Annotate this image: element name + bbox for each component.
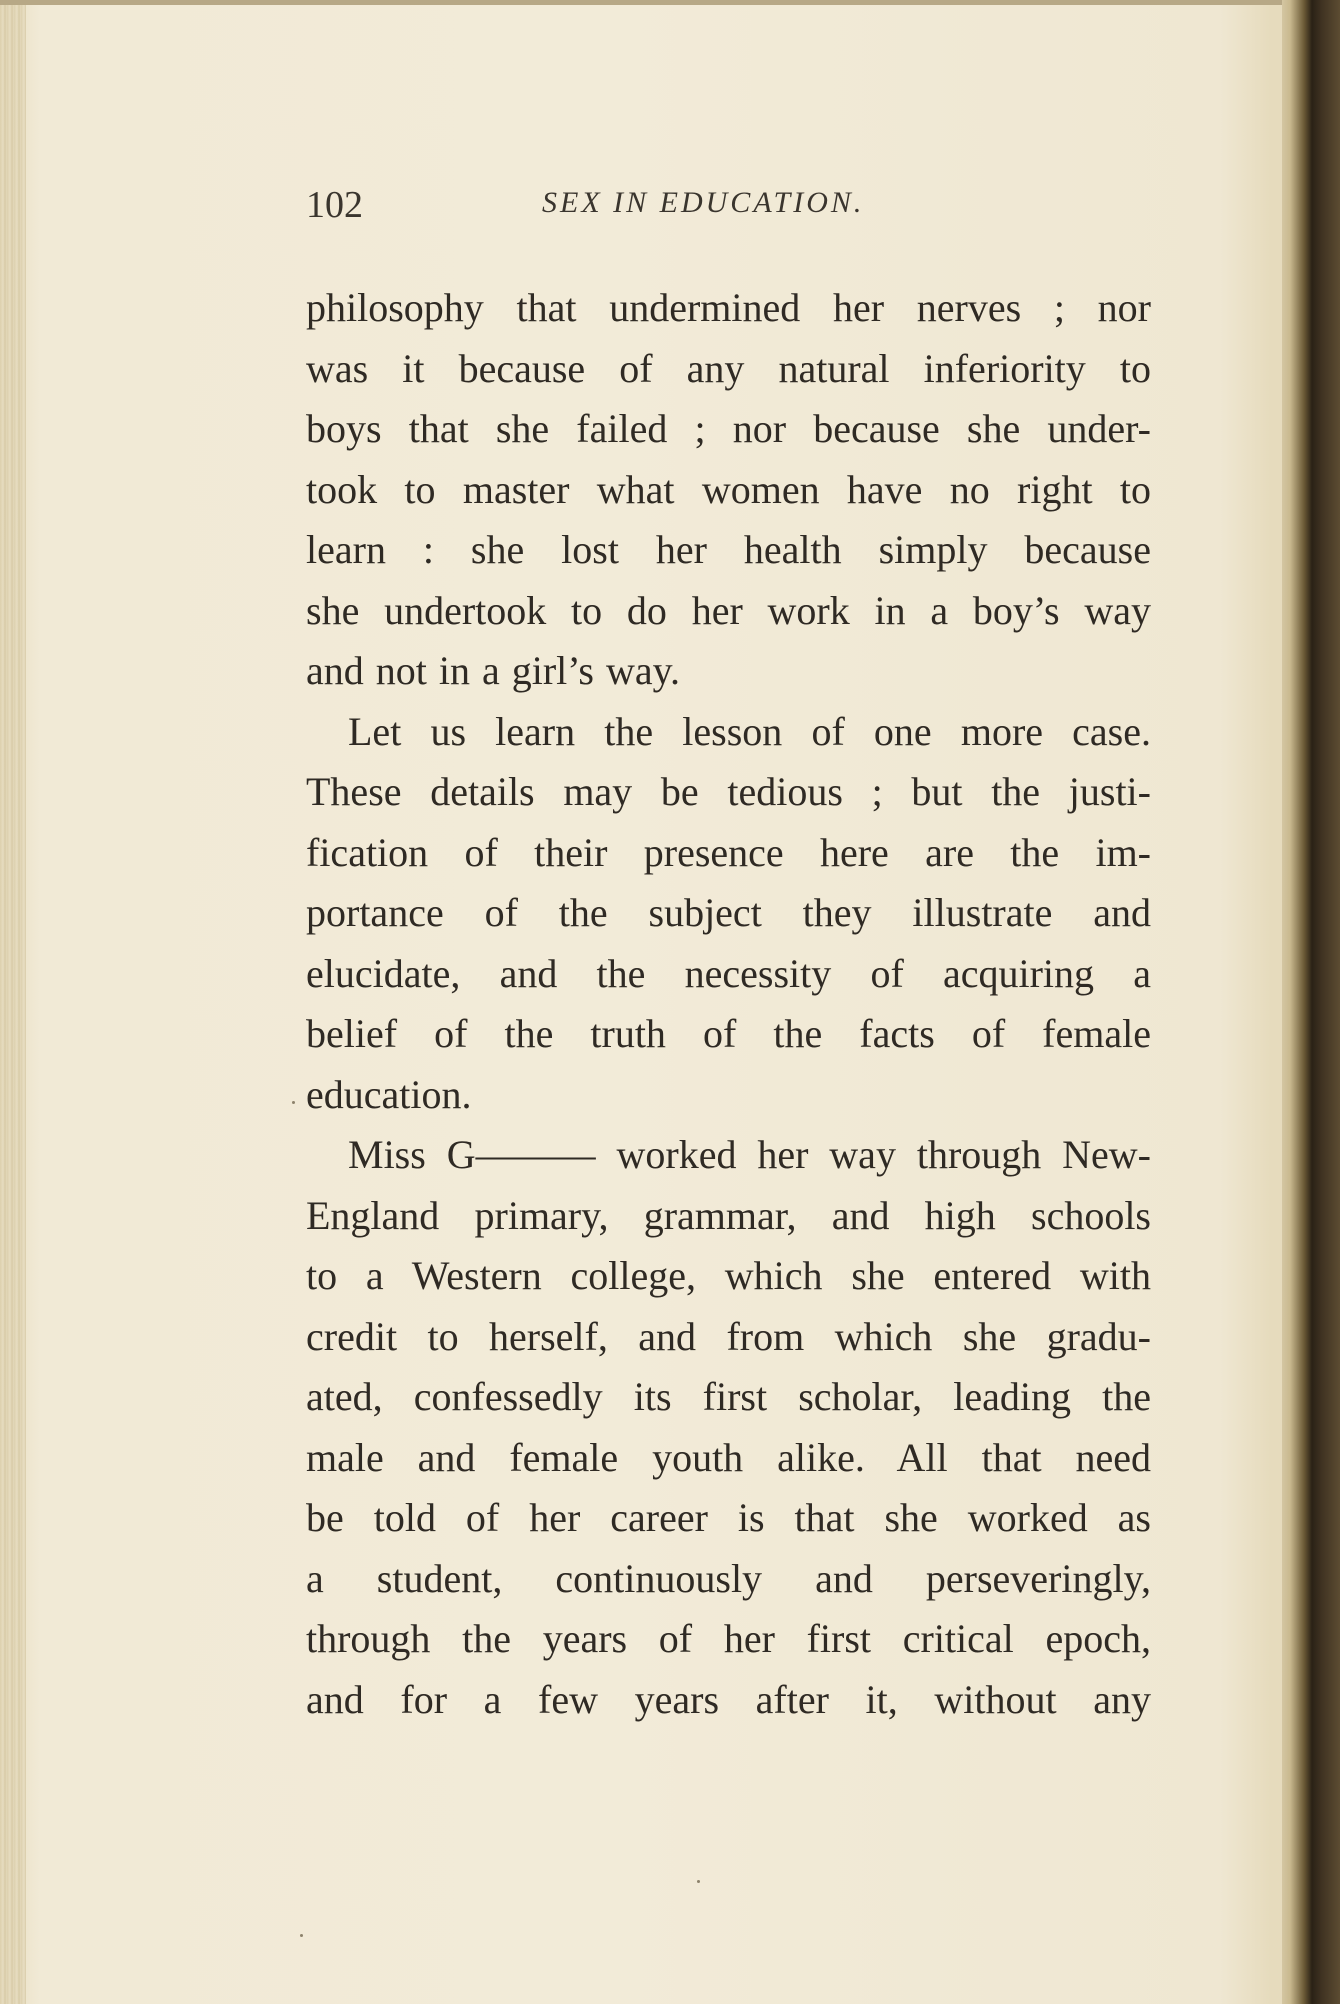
- text-line: learn : she lost her health simply because: [306, 527, 1151, 572]
- text-line: philosophy that undermined her nerves ; nor: [306, 285, 1151, 330]
- text-line: a student, continuously and perseveringly,: [306, 1555, 1151, 1601]
- page-fore-edge: [1282, 0, 1340, 2004]
- text-line: ated, confessedly its first scholar, leading the: [306, 1374, 1151, 1419]
- text-line: took to master what women have no right to: [306, 466, 1151, 512]
- text-line: through the years of her first critical epoch,: [306, 1616, 1151, 1661]
- text-line: These details may be tedious ; but the justi-: [306, 769, 1151, 814]
- text-line: to a Western college, which she entered with: [306, 1253, 1151, 1298]
- page-number: 102: [306, 184, 363, 226]
- text-line: and not in a girl’s way.: [306, 648, 681, 693]
- text-line: England primary, grammar, and high schools: [306, 1192, 1151, 1238]
- text-line: be told of her career is that she worked as: [306, 1495, 1151, 1540]
- body-text: [306, 278, 1151, 1730]
- text-line: credit to herself, and from which she gradu-: [306, 1313, 1151, 1359]
- text-line: male and female youth alike. All that need: [306, 1434, 1151, 1480]
- paragraph-start-line: Miss G——— worked her way through New-: [348, 1132, 1151, 1177]
- text-line: elucidate, and the necessity of acquiring a: [306, 950, 1151, 996]
- paper-speck: [697, 1880, 700, 1883]
- text-line: boys that she failed ; nor because she under-: [306, 406, 1151, 451]
- paragraph-start-line: Let us learn the lesson of one more case.: [348, 708, 1151, 754]
- text-line: fication of their presence here are the im-: [306, 829, 1151, 875]
- text-line: she undertook to do her work in a boy’s way: [306, 587, 1151, 633]
- text-line: portance of the subject they illustrate and: [306, 890, 1151, 935]
- running-head: [306, 183, 1166, 233]
- text-line: was it because of any natural inferiority to: [306, 345, 1151, 391]
- page-gutter-edge: [0, 0, 26, 2004]
- paper-speck: [300, 1934, 303, 1937]
- text-line: belief of the truth of the facts of female: [306, 1011, 1151, 1056]
- text-line: education.: [306, 1071, 472, 1117]
- running-title: SEX IN EDUCATION.: [542, 186, 865, 219]
- paper-speck: [292, 1101, 295, 1104]
- page-top-edge: [0, 0, 1290, 5]
- text-line: and for a few years after it, without any: [306, 1676, 1151, 1722]
